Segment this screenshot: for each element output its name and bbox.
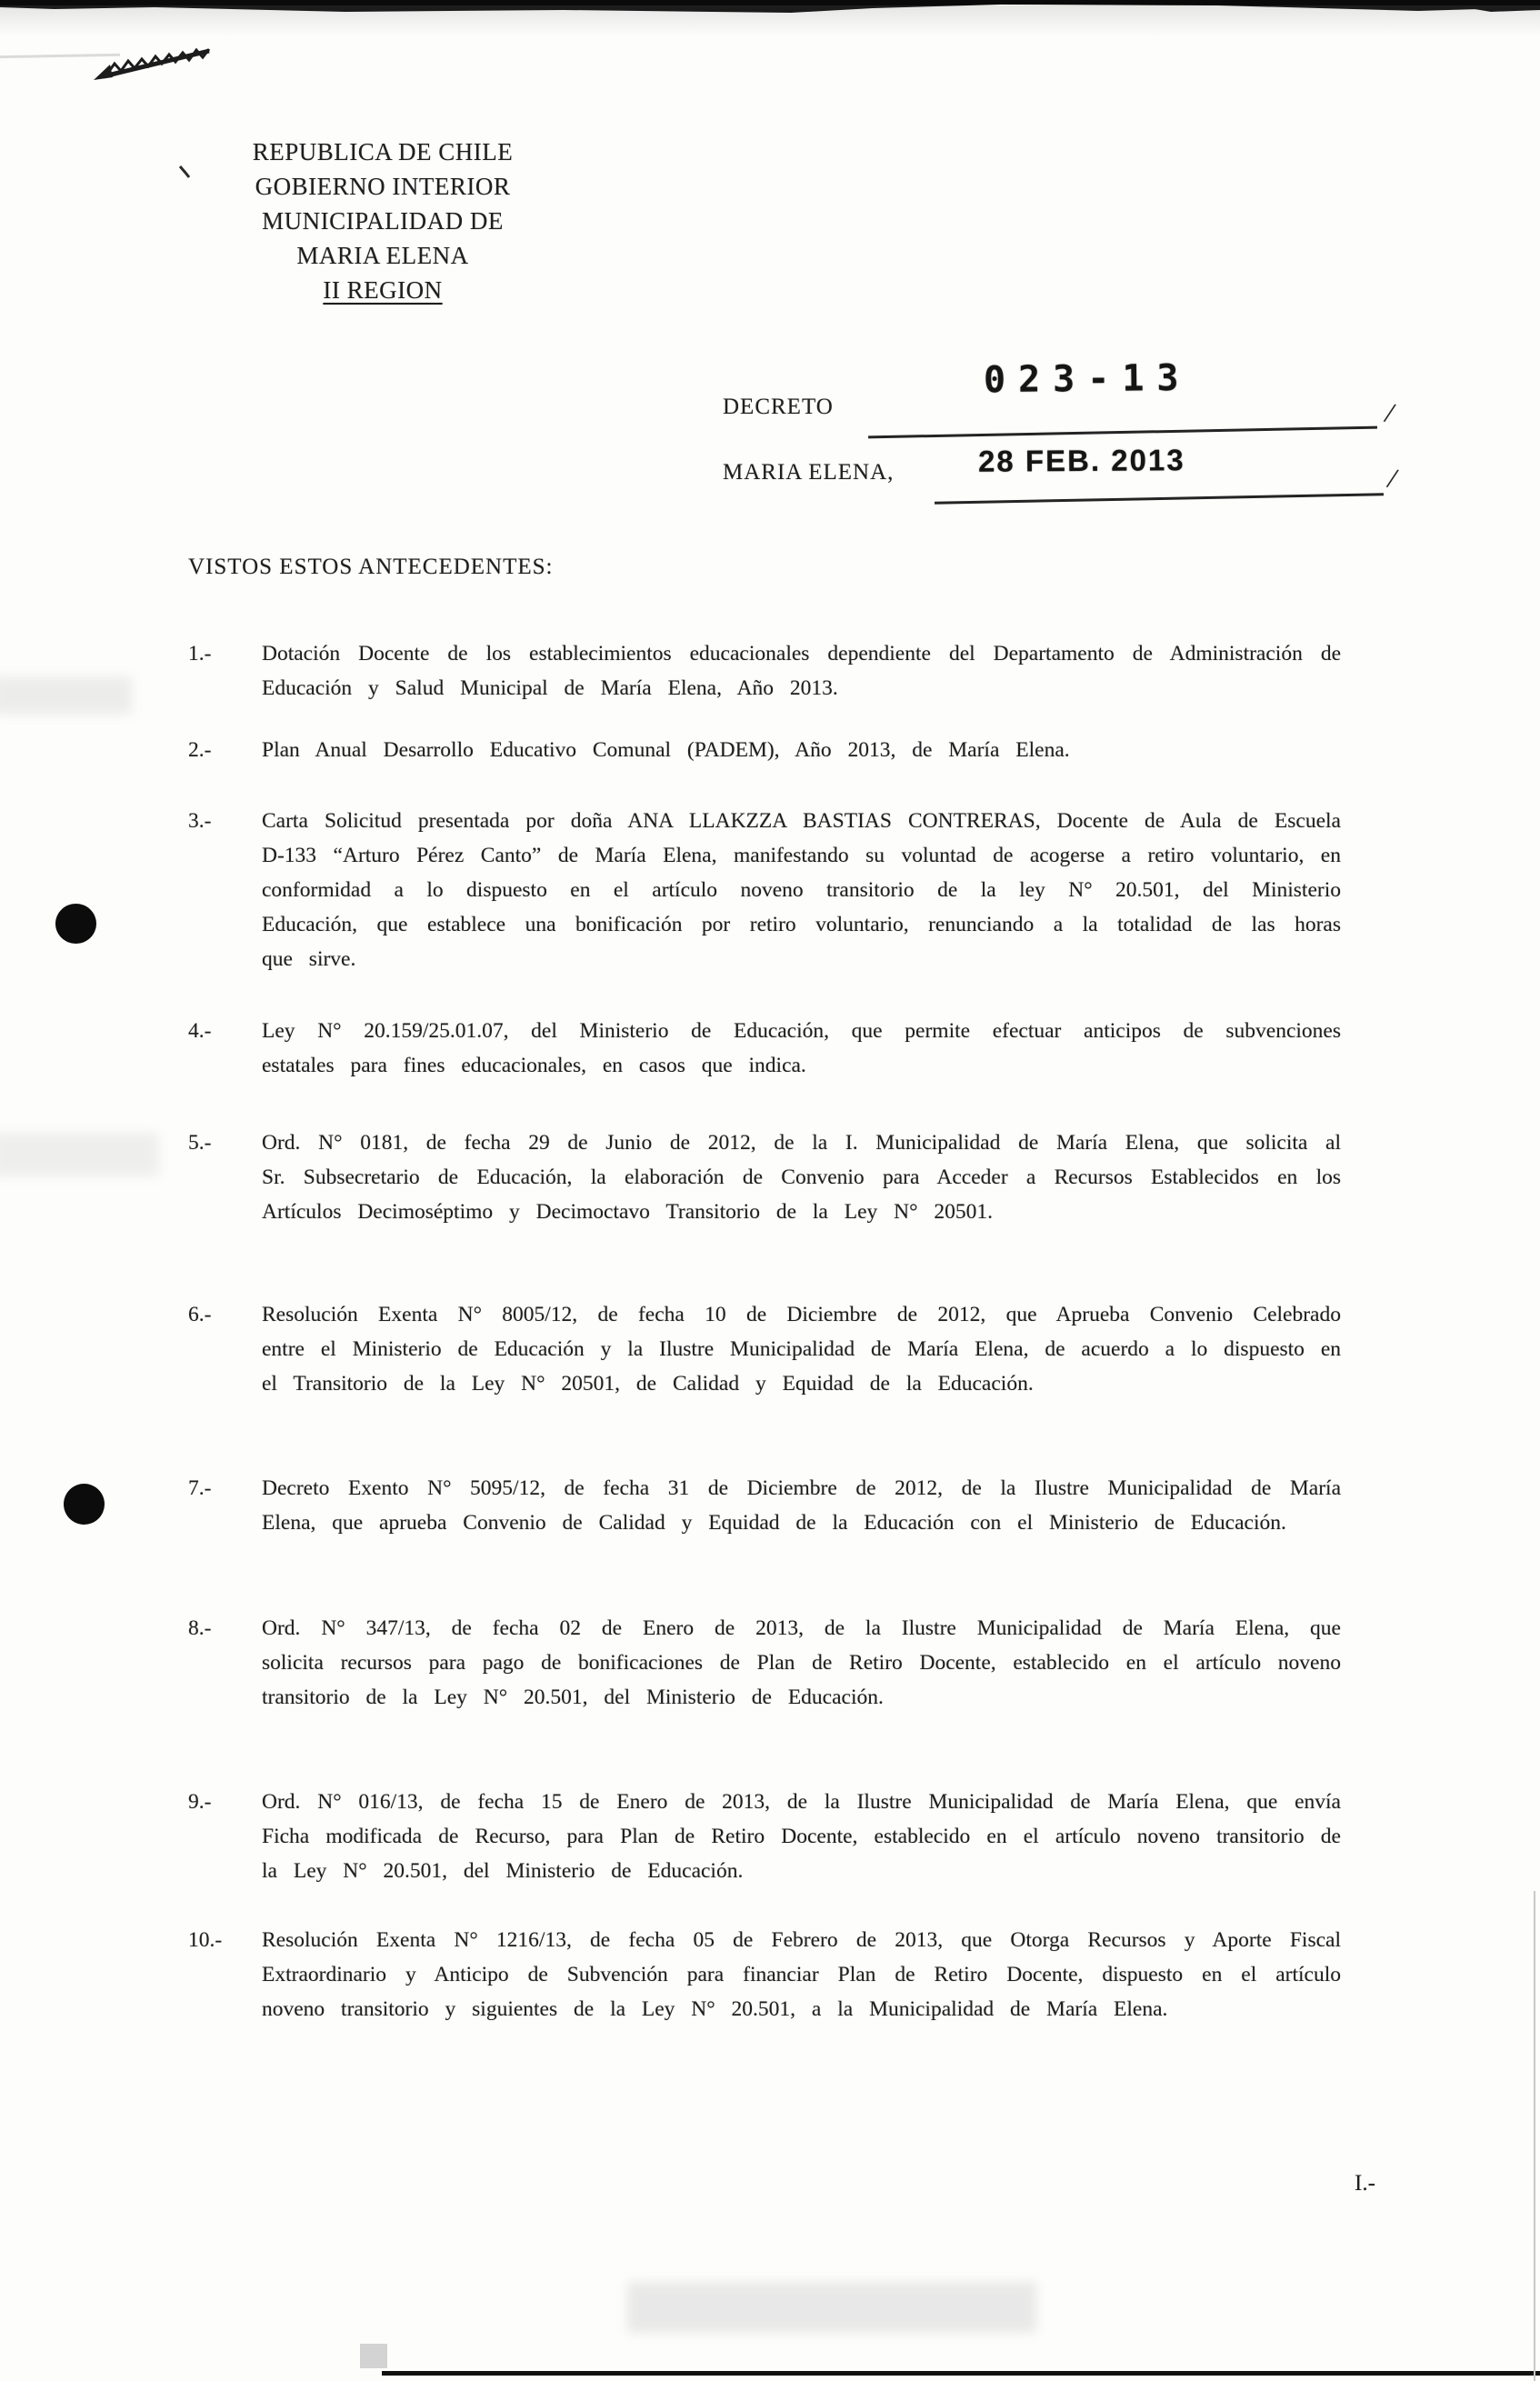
item-number: 10.- — [188, 1928, 223, 1952]
scan-smudge — [0, 676, 132, 715]
date-stamp: 28 FEB. 2013 — [977, 443, 1185, 478]
page-continuation-mark: I.- — [1355, 2171, 1375, 2196]
date-slash-mark: / — [1386, 463, 1398, 495]
letterhead — [225, 135, 540, 307]
item-text: Ord. N° 0181, de fecha 29 de Junio de 2012, de la I. Municipalidad de María Elena, que solicita al Sr. Subsecretario de Educación, la elaboración de Convenio para Acceder a Recursos Establecidos en los Artículos Decimoséptimo y Decimoctavo Transitorio de la Ley N° 20501. — [262, 1131, 1341, 1224]
item-text: Decreto Exento N° 5095/12, de fecha 31 de Diciembre de 2012, de la Ilustre Municipalidad de María Elena, que aprueba Convenio de Calidad y Equidad de la Educación con el Ministerio de Educación. — [262, 1476, 1341, 1535]
item-number: 7.- — [188, 1476, 212, 1500]
item-number: 2.- — [188, 738, 212, 762]
hole-punch-dot-bottom — [64, 1484, 105, 1525]
item-text: Resolución Exenta N° 1216/13, de fecha 05 de Febrero de 2013, que Otorga Recursos y Aporte Fiscal Extraordinario y Anticipo de Subvención para financiar Plan de Retiro Docente, dispuesto en el artículo noveno transitorio y siguientes de la Ley N° 20.501, a la Municipalidad de María Elena. — [262, 1928, 1341, 2021]
scan-smudge — [0, 1133, 159, 1176]
list-item-2 — [188, 733, 1341, 767]
hole-punch-dot-top — [55, 904, 96, 944]
list-item-7 — [188, 1471, 1341, 1540]
list-item-4 — [188, 1014, 1341, 1083]
list-item-5 — [188, 1125, 1341, 1229]
pen-scribble-mark — [91, 40, 227, 87]
letterhead-government: GOBIERNO INTERIOR — [255, 173, 511, 200]
list-item-10 — [188, 1923, 1341, 2026]
item-text: Ley N° 20.159/25.01.07, del Ministerio de Educación, que permite efectuar anticipos de subvenciones estatales para fines educacionales, en casos que indica. — [262, 1019, 1341, 1077]
item-text: Ord. N° 016/13, de fecha 15 de Enero de 2013, de la Ilustre Municipalidad de María Elena, que envía Ficha modificada de Recurso, para Plan de Retiro Docente, establecido en el artículo noveno transitorio de la Ley N° 20.501, del Ministerio de Educación. — [262, 1790, 1341, 1883]
letterhead-municipality: MUNICIPALIDAD DE — [262, 207, 504, 235]
item-text: Dotación Docente de los establecimientos educacionales dependiente del Departamento de Administración de Educación y Salud Municipal de María Elena, Año 2013. — [262, 642, 1341, 700]
item-number: 1.- — [188, 642, 212, 665]
item-number: 3.- — [188, 809, 212, 833]
item-text: Ord. N° 347/13, de fecha 02 de Enero de 2013, de la Ilustre Municipalidad de María Elena, que solicita recursos para pago de bonificaciones de Plan de Retiro Docente, establecido en el artículo noveno transitorio de la Ley N° 20.501, del Ministerio de Educación. — [262, 1616, 1341, 1709]
item-text: Plan Anual Desarrollo Educativo Comunal (PADEM), Año 2013, de María Elena. — [262, 738, 1070, 762]
letterhead-country: REPUBLICA DE CHILE — [252, 138, 514, 165]
item-number: 6.- — [188, 1303, 212, 1326]
list-item-8 — [188, 1611, 1341, 1715]
section-title: VISTOS ESTOS ANTECEDENTES: — [188, 555, 554, 579]
letterhead-region: II REGION — [323, 276, 443, 304]
list-item-6 — [188, 1297, 1341, 1401]
item-number: 4.- — [188, 1019, 212, 1043]
item-text: Carta Solicitud presentada por doña ANA LLAKZZA BASTIAS CONTRERAS, Docente de Aula de Escuela D-133 “Arturo Pérez Canto” de María Elena, manifestando su voluntad de acogerse a retiro voluntario, en conformidad a lo dispuesto en el artículo noveno transitorio de la ley N° 20.501, del Ministerio Educación, que establece una bonificación por retiro voluntario, renunciando a la totalidad de las horas que sirve. — [262, 809, 1341, 971]
decree-number-stamp: 023-13 — [983, 356, 1192, 402]
date-place-label: MARIA ELENA, — [723, 460, 895, 485]
item-text: Resolución Exenta N° 8005/12, de fecha 10 de Diciembre de 2012, que Aprueba Convenio Celebrado entre el Ministerio de Educación y la Ilustre Municipalidad de María Elena, de acuerdo a lo dispuesto en el Transitorio de la Ley N° 20501, de Calidad y Equidad de la Educación. — [262, 1303, 1341, 1396]
date-underline — [935, 493, 1384, 504]
item-number: 9.- — [188, 1790, 212, 1814]
small-pen-tick — [178, 164, 191, 180]
item-number: 8.- — [188, 1616, 212, 1640]
decree-slash-mark: / — [1384, 397, 1395, 429]
scan-bottom-edge-line — [382, 2371, 1540, 2376]
list-item-1 — [188, 636, 1341, 705]
list-item-9 — [188, 1785, 1341, 1888]
decree-label: DECRETO — [723, 395, 834, 419]
decree-underline — [868, 426, 1377, 439]
scan-bottom-square-artifact — [360, 2344, 387, 2368]
list-item-3 — [188, 804, 1341, 976]
item-number: 5.- — [188, 1131, 212, 1155]
scan-right-edge-line — [1534, 1891, 1535, 2381]
letterhead-city: MARIA ELENA — [296, 242, 469, 269]
scan-top-wash — [0, 5, 1540, 36]
scan-smudge — [627, 2282, 1036, 2333]
